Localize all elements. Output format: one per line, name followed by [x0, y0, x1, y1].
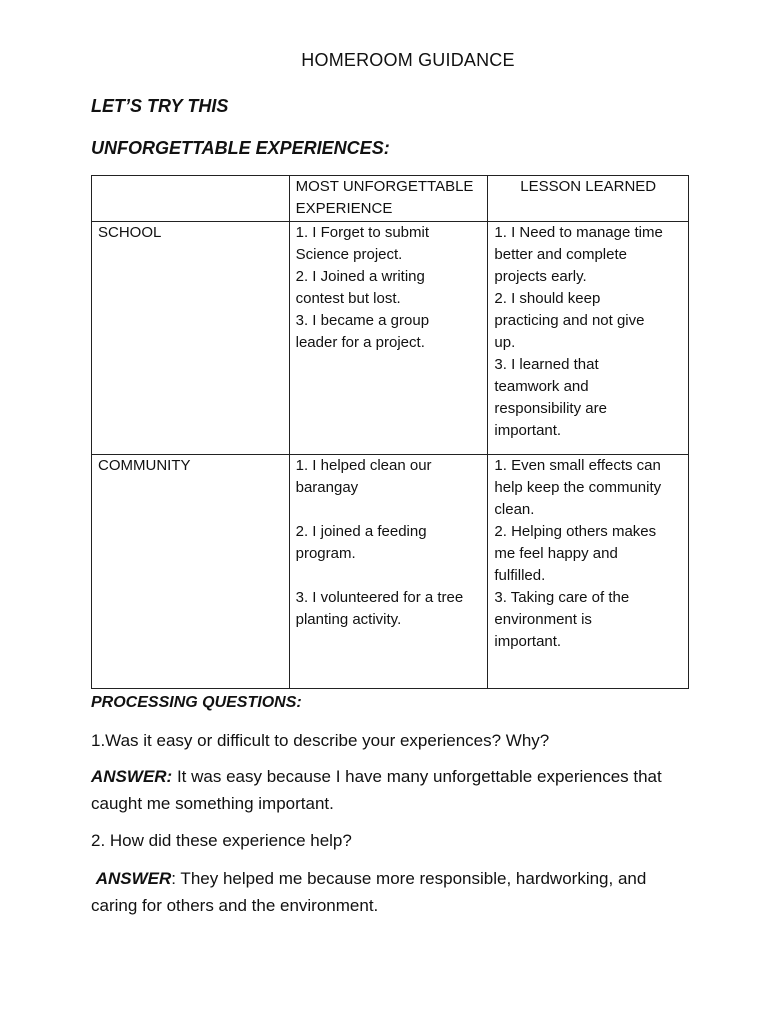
answer-1 — [91, 763, 691, 817]
table-row — [92, 222, 689, 455]
cell-line: important. — [494, 422, 562, 439]
table-header-experience — [289, 176, 488, 222]
answer-2 — [91, 865, 691, 919]
table-row — [92, 455, 689, 689]
row-label-school: SCHOOL — [92, 222, 290, 455]
cell-line: 3. I learned that — [494, 356, 599, 373]
document-title: HOMEROOM GUIDANCE — [301, 50, 515, 70]
cell-line: environment is — [494, 611, 592, 628]
cell-blank-line — [296, 499, 482, 521]
question-1: 1.Was it easy or difficult to describe your experiences? Why? — [91, 731, 550, 750]
cell-line: clean. — [494, 501, 535, 518]
cell-line: 1. Even small effects can — [494, 457, 661, 474]
community-lesson-cell — [488, 455, 689, 689]
table-header-row — [92, 176, 689, 222]
processing-questions-heading: PROCESSING QUESTIONS: — [91, 694, 302, 711]
cell-line: barangay — [295, 479, 359, 496]
cell-line: important. — [494, 633, 562, 650]
answer-text: : They helped me because more responsible, hardworking, and caring for others and the environment. — [91, 869, 647, 915]
cell-line: 2. I Joined a writing — [295, 268, 425, 285]
cell-line: 1. I Need to manage time — [494, 224, 663, 241]
school-experience-cell — [289, 222, 488, 455]
cell-line: responsibility are — [494, 400, 607, 417]
header-line: EXPERIENCE — [295, 200, 393, 217]
cell-line: 1. I Forget to submit — [295, 224, 430, 241]
section-heading-experiences: UNFORGETTABLE EXPERIENCES: — [91, 138, 390, 158]
cell-line: program. — [295, 545, 356, 562]
header-line: MOST UNFORGETTABLE — [295, 178, 474, 195]
cell-line: contest but lost. — [295, 290, 401, 307]
cell-line: better and complete — [494, 246, 627, 263]
cell-line: leader for a project. — [295, 334, 425, 351]
community-experience-cell — [289, 455, 488, 689]
question-2: 2. How did these experience help? — [91, 831, 352, 850]
table-header-lesson: LESSON LEARNED — [488, 176, 689, 222]
cell-line: help keep the community — [494, 479, 662, 496]
cell-line: planting activity. — [295, 611, 402, 628]
table-header-empty — [92, 176, 290, 222]
cell-line: 3. Taking care of the — [494, 589, 630, 606]
cell-line: teamwork and — [494, 378, 589, 395]
cell-blank-line — [296, 565, 482, 587]
section-heading-lets-try-this: LET’S TRY THIS — [91, 96, 229, 116]
cell-line: fulfilled. — [494, 567, 546, 584]
cell-line: 1. I helped clean our — [295, 457, 432, 474]
cell-line: me feel happy and — [494, 545, 618, 562]
cell-line: 2. I joined a feeding — [295, 523, 427, 540]
answer-label: ANSWER — [95, 869, 172, 888]
cell-line: 3. I volunteered for a tree — [295, 589, 464, 606]
cell-line: projects early. — [494, 268, 587, 285]
cell-line: Science project. — [295, 246, 403, 263]
cell-line: 3. I became a group — [295, 312, 430, 329]
row-label-community: COMMUNITY — [92, 455, 290, 689]
answer-text: It was easy because I have many unforgettable experiences that caught me something important. — [91, 767, 662, 813]
answer-label: ANSWER: — [91, 767, 173, 786]
cell-line: 2. Helping others makes — [494, 523, 657, 540]
experiences-table — [91, 175, 689, 689]
cell-line: practicing and not give — [494, 312, 645, 329]
school-lesson-cell — [488, 222, 689, 455]
cell-line: 2. I should keep — [494, 290, 601, 307]
cell-line: up. — [494, 334, 516, 351]
